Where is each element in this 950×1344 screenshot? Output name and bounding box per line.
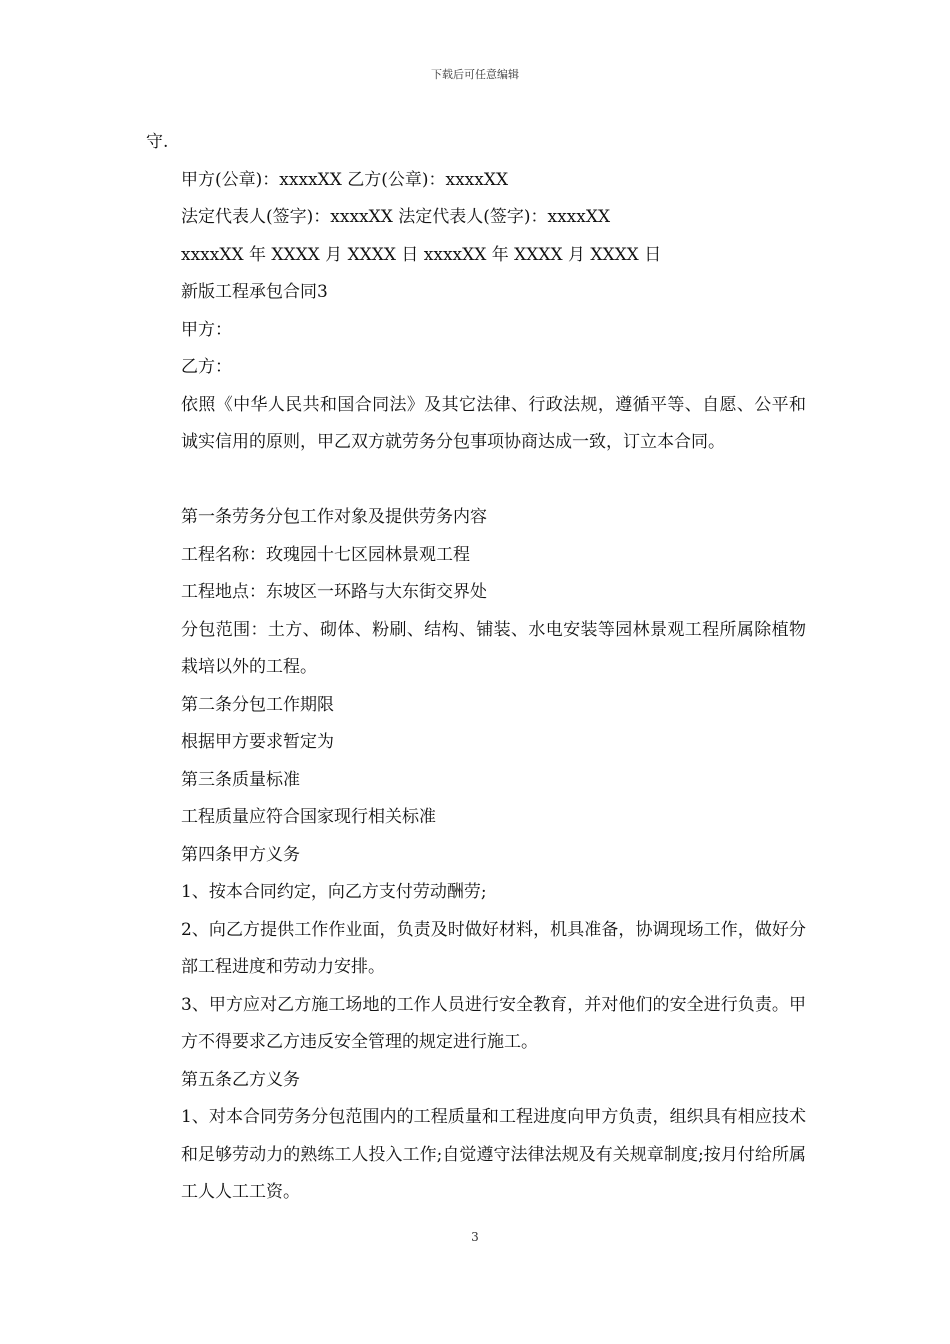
paragraph: 第五条乙方义务 <box>181 1069 300 1090</box>
page-header: 下载后可任意编辑 <box>431 68 519 81</box>
paragraph: 1、对本合同劳务分包范围内的工程质量和工程进度向甲方负责，组织具有相应技术和足够劳动力的熟练工人投入工作;自觉遵守法律法规及有关规章制度;按月付给所属工人人工工资。 <box>181 1107 806 1202</box>
paragraph: 乙方： <box>181 357 232 377</box>
paragraph: 3、甲方应对乙方施工场地的工作人员进行安全教育，并对他们的安全进行负责。甲方不得要求乙方违反安全管理的规定进行施工。 <box>181 994 806 1052</box>
paragraph: 1、按本合同约定，向乙方支付劳动酬劳; <box>181 882 487 902</box>
paragraph: 第一条劳务分包工作对象及提供劳务内容 <box>181 507 487 527</box>
paragraph: 第四条甲方义务 <box>181 844 300 865</box>
paragraph: 根据甲方要求暂定为 <box>181 732 334 752</box>
paragraph: 新版工程承包合同3 <box>181 282 328 302</box>
paragraph: 甲方： <box>181 319 232 340</box>
paragraph: 工程质量应符合国家现行相关标准 <box>181 807 436 827</box>
paragraph: 依照《中华人民共和国合同法》及其它法律、行政法规，遵循平等、自愿、公平和诚实信用的原则，甲乙双方就劳务分包事项协商达成一致，订立本合同。 <box>181 394 806 452</box>
paragraph: 法定代表人(签字)：xxxxXX 法定代表人(签字)：xxxxXX <box>181 207 611 227</box>
document-body <box>146 124 806 1212</box>
paragraph: 甲方(公章)：xxxxXX 乙方(公章)：xxxxXX <box>181 169 509 190</box>
paragraph: 第三条质量标准 <box>181 769 300 790</box>
paragraph: 工程地点：东坡区一环路与大东街交界处 <box>181 582 487 602</box>
paragraph: 分包范围：土方、砌体、粉刷、结构、铺装、水电安装等园林景观工程所属除植物栽培以外的工程。 <box>181 619 806 677</box>
paragraph: 工程名称：玫瑰园十七区园林景观工程 <box>181 544 470 565</box>
paragraph: 第二条分包工作期限 <box>181 694 334 715</box>
paragraph: xxxxXX 年 XXXX 月 XXXX 日 xxxxXX 年 XXXX 月 XXXX 日 <box>181 244 662 265</box>
page-number: 3 <box>471 1230 479 1244</box>
paragraph: 守. <box>146 132 169 152</box>
paragraph: 2、向乙方提供工作作业面，负责及时做好材料，机具准备，协调现场工作，做好分部工程进度和劳动力安排。 <box>181 919 806 977</box>
